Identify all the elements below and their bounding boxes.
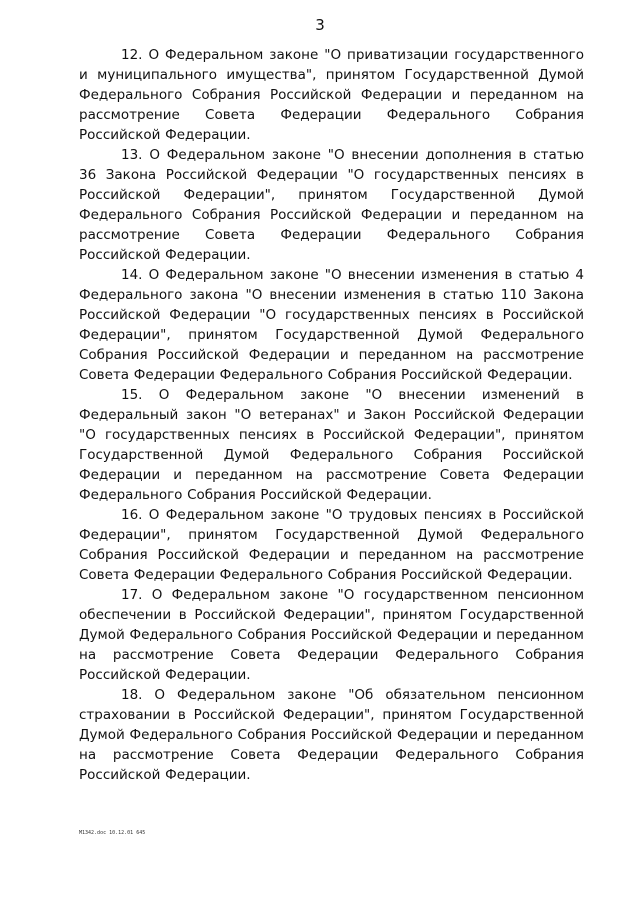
agenda-item-13: 13. О Федеральном законе "О внесении дополнения в статью 36 Закона Российской Федерации "О государственных пенсиях в Российской Федерации", принятом Государственной Думой Федерального Собрания Российской Федерации и переданном на рассмотрение Совета Федерации Федерального Собрания Российской Федерации. [79, 147, 584, 263]
agenda-item-16: 16. О Федеральном законе "О трудовых пенсиях в Российской Федерации", принятом Государственной Думой Федерального Собрания Российской Федерации и переданном на рассмотрение Совета Федерации Федерального Собрания Российской Федерации. [79, 507, 584, 583]
agenda-item-14: 14. О Федеральном законе "О внесении изменения в статью 4 Федерального закона "О внесении изменения в статью 110 Закона Российской Федерации "О государственных пенсиях в Российской Федерации", принятом Государственной Думой Федерального Собрания Российской Федерации и переданном на рассмотрение Совета Федерации Федерального Собрания Российской Федерации. [79, 267, 584, 383]
agenda-item-18: 18. О Федеральном законе "Об обязательном пенсионном страховании в Российской Федерации", принятом Государственной Думой Федерального Собрания Российской Федерации и переданном на рассмотрение Совета Федерации Федерального Собрания Российской Федерации. [79, 687, 584, 783]
agenda-item-12: 12. О Федеральном законе "О приватизации государственного и муниципального имущества", принятом Государственной Думой Федерального Собрания Российской Федерации и переданном на рассмотрение Совета Федерации Федерального Собрания Российской Федерации. [79, 47, 584, 143]
document-body [79, 45, 584, 785]
agenda-item-15: 15. О Федеральном законе "О внесении изменений в Федеральный закон "О ветеранах" и Закон Российской Федерации "О государственных пенсиях в Российской Федерации", принятом Государственной Думой Федерального Собрания Российской Федерации и переданном на рассмотрение Совета Федерации Федерального Собрания Российской Федерации. [79, 387, 584, 503]
document-footer-code: M1342.doc 10.12.01 645 [79, 830, 146, 836]
agenda-item-17: 17. О Федеральном законе "О государственном пенсионном обеспечении в Российской Федерации", принятом Государственной Думой Федерального Собрания Российской Федерации и переданном на рассмотрение Совета Федерации Федерального Собрания Российской Федерации. [79, 587, 584, 683]
page-number: 3 [315, 16, 325, 34]
